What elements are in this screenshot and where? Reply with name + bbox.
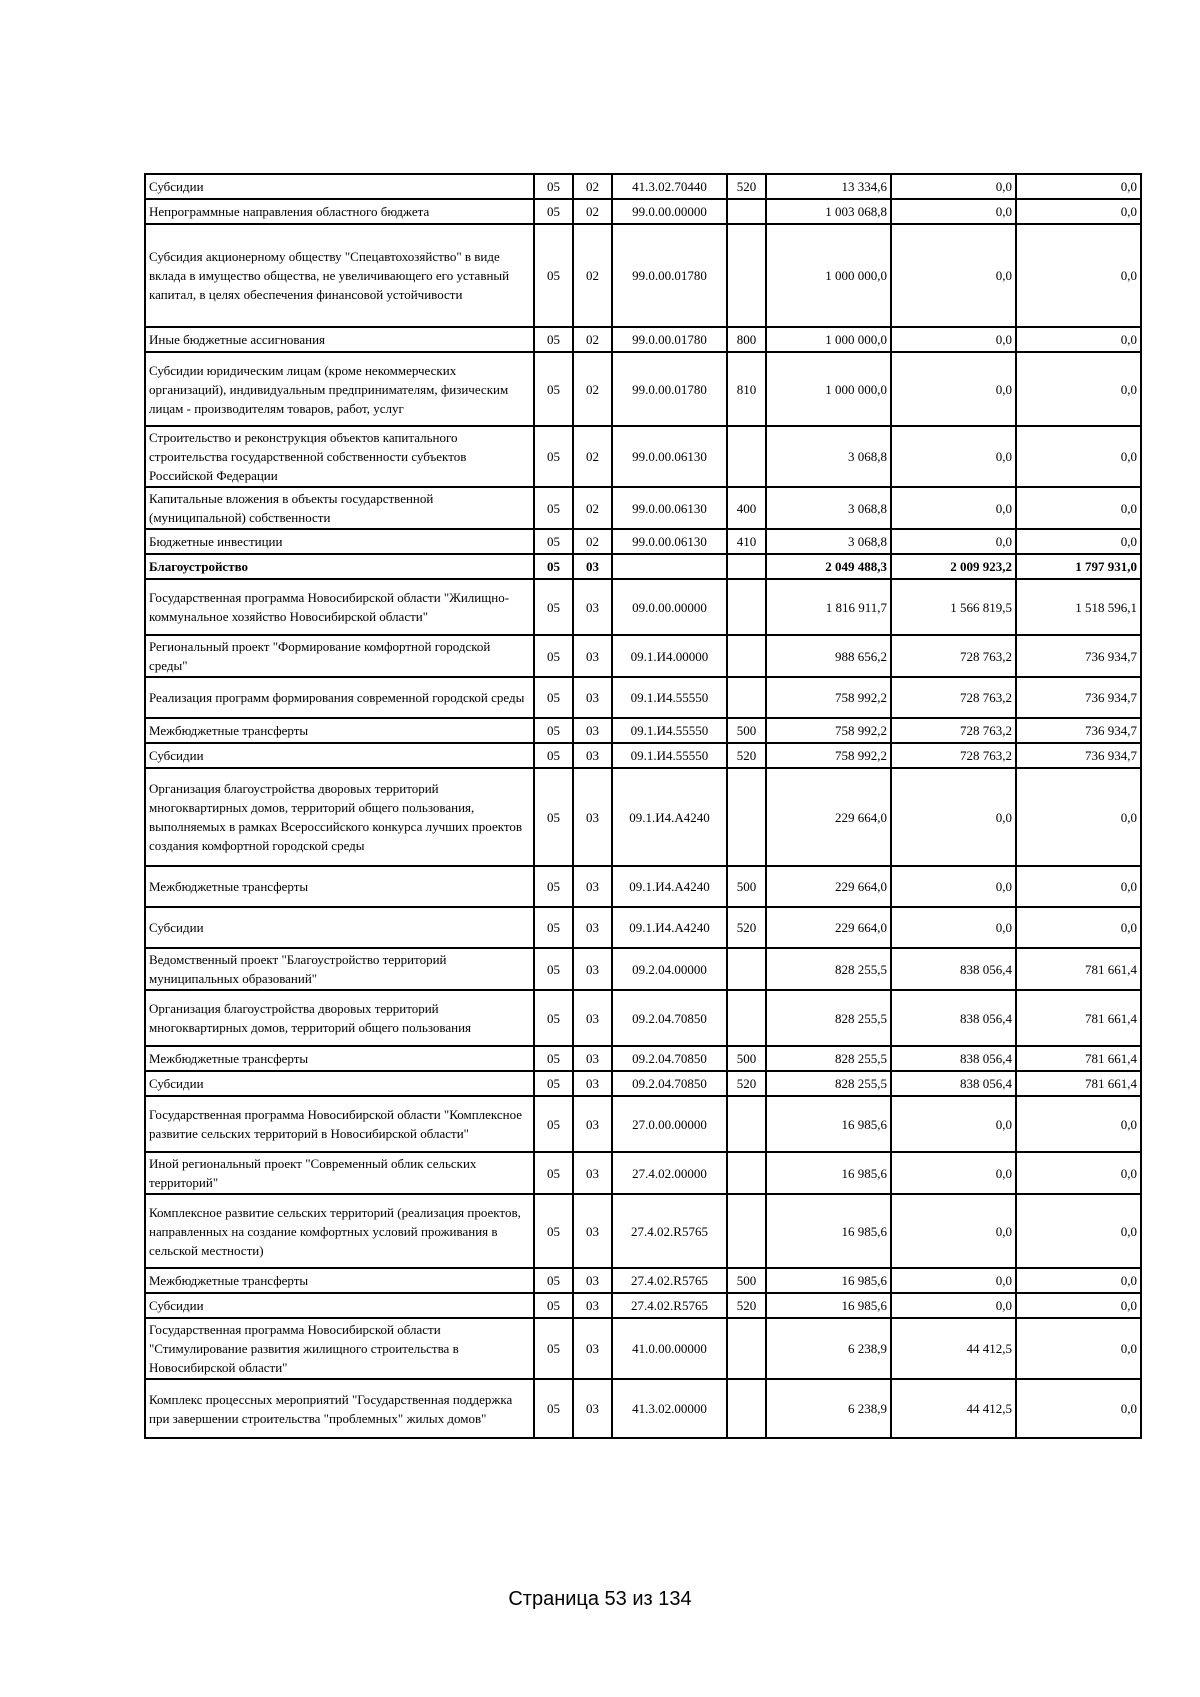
target-article-code: 09.1.И4.55550 <box>612 718 727 743</box>
amount-year-1: 988 656,2 <box>766 635 891 677</box>
target-article-code: 99.0.00.01780 <box>612 327 727 352</box>
amount-year-1: 1 000 000,0 <box>766 224 891 327</box>
table-row <box>145 1071 1141 1096</box>
section-code: 05 <box>534 1318 573 1379</box>
expense-type-code <box>727 1096 766 1152</box>
row-name: Комплекс процессных мероприятий "Государственная поддержка при завершении строительства "проблемных" жилых домов" <box>145 1379 534 1438</box>
amount-year-2: 728 763,2 <box>891 718 1016 743</box>
amount-year-3: 0,0 <box>1016 1096 1141 1152</box>
amount-year-2: 0,0 <box>891 1152 1016 1194</box>
amount-year-2: 728 763,2 <box>891 677 1016 718</box>
subsection-code: 03 <box>573 1071 612 1096</box>
table-row <box>145 554 1141 579</box>
table-row <box>145 718 1141 743</box>
target-article-code: 99.0.00.06130 <box>612 487 727 529</box>
table-row <box>145 1379 1141 1438</box>
subsection-code: 02 <box>573 352 612 426</box>
amount-year-3: 0,0 <box>1016 327 1141 352</box>
row-name: Реализация программ формирования современной городской среды <box>145 677 534 718</box>
section-code: 05 <box>534 1268 573 1293</box>
amount-year-3: 0,0 <box>1016 1318 1141 1379</box>
target-article-code: 27.4.02.00000 <box>612 1152 727 1194</box>
section-code: 05 <box>534 224 573 327</box>
amount-year-2: 838 056,4 <box>891 1071 1016 1096</box>
subsection-code: 03 <box>573 1096 612 1152</box>
subsection-code: 03 <box>573 1268 612 1293</box>
section-code: 05 <box>534 1194 573 1268</box>
row-name: Межбюджетные трансферты <box>145 718 534 743</box>
expense-type-code <box>727 635 766 677</box>
subsection-code: 03 <box>573 635 612 677</box>
expense-type-code: 500 <box>727 718 766 743</box>
amount-year-2: 838 056,4 <box>891 948 1016 990</box>
amount-year-2: 838 056,4 <box>891 990 1016 1046</box>
amount-year-2: 0,0 <box>891 352 1016 426</box>
subsection-code: 03 <box>573 1379 612 1438</box>
subsection-code: 03 <box>573 1318 612 1379</box>
amount-year-1: 229 664,0 <box>766 866 891 907</box>
expense-type-code: 810 <box>727 352 766 426</box>
amount-year-1: 758 992,2 <box>766 718 891 743</box>
expense-type-code: 410 <box>727 529 766 554</box>
amount-year-3: 0,0 <box>1016 907 1141 948</box>
section-code: 05 <box>534 529 573 554</box>
amount-year-3: 0,0 <box>1016 529 1141 554</box>
expense-type-code: 520 <box>727 1293 766 1318</box>
target-article-code: 09.1.И4.А4240 <box>612 866 727 907</box>
subsection-code: 03 <box>573 677 612 718</box>
section-code: 05 <box>534 487 573 529</box>
amount-year-1: 3 068,8 <box>766 529 891 554</box>
amount-year-2: 0,0 <box>891 199 1016 224</box>
expense-type-code <box>727 199 766 224</box>
target-article-code: 27.4.02.R5765 <box>612 1194 727 1268</box>
amount-year-1: 16 985,6 <box>766 1293 891 1318</box>
amount-year-3: 736 934,7 <box>1016 718 1141 743</box>
section-code: 05 <box>534 199 573 224</box>
subsection-code: 03 <box>573 1194 612 1268</box>
row-name: Государственная программа Новосибирской области "Комплексное развитие сельских территорий в Новосибирской области" <box>145 1096 534 1152</box>
amount-year-3: 736 934,7 <box>1016 635 1141 677</box>
subsection-code: 02 <box>573 426 612 487</box>
target-article-code: 27.0.00.00000 <box>612 1096 727 1152</box>
section-code: 05 <box>534 948 573 990</box>
row-name: Субсидии <box>145 1293 534 1318</box>
budget-table-body <box>145 174 1141 1438</box>
expense-type-code <box>727 224 766 327</box>
expense-type-code <box>727 1194 766 1268</box>
section-code: 05 <box>534 768 573 866</box>
subsection-code: 03 <box>573 990 612 1046</box>
amount-year-1: 16 985,6 <box>766 1194 891 1268</box>
row-name: Субсидии <box>145 1071 534 1096</box>
section-code: 05 <box>534 1293 573 1318</box>
amount-year-1: 828 255,5 <box>766 1046 891 1071</box>
target-article-code: 27.4.02.R5765 <box>612 1293 727 1318</box>
subsection-code: 03 <box>573 718 612 743</box>
amount-year-2: 0,0 <box>891 487 1016 529</box>
amount-year-1: 2 049 488,3 <box>766 554 891 579</box>
subsection-code: 03 <box>573 1293 612 1318</box>
section-code: 05 <box>534 718 573 743</box>
target-article-code: 09.0.00.00000 <box>612 579 727 635</box>
section-code: 05 <box>534 327 573 352</box>
target-article-code: 27.4.02.R5765 <box>612 1268 727 1293</box>
amount-year-3: 781 661,4 <box>1016 948 1141 990</box>
row-name: Капитальные вложения в объекты государственной (муниципальной) собственности <box>145 487 534 529</box>
amount-year-2: 44 412,5 <box>891 1318 1016 1379</box>
row-name: Иной региональный проект "Современный облик сельских территорий" <box>145 1152 534 1194</box>
section-code: 05 <box>534 426 573 487</box>
amount-year-1: 828 255,5 <box>766 1071 891 1096</box>
target-article-code: 41.3.02.00000 <box>612 1379 727 1438</box>
table-row <box>145 948 1141 990</box>
amount-year-3: 0,0 <box>1016 199 1141 224</box>
expense-type-code <box>727 768 766 866</box>
amount-year-1: 13 334,6 <box>766 174 891 199</box>
amount-year-1: 1 000 000,0 <box>766 352 891 426</box>
expense-type-code: 800 <box>727 327 766 352</box>
section-code: 05 <box>534 1096 573 1152</box>
row-name: Межбюджетные трансферты <box>145 1268 534 1293</box>
table-row <box>145 866 1141 907</box>
expense-type-code <box>727 554 766 579</box>
table-row <box>145 579 1141 635</box>
expense-type-code: 400 <box>727 487 766 529</box>
amount-year-1: 1 000 000,0 <box>766 327 891 352</box>
section-code: 05 <box>534 635 573 677</box>
row-name: Благоустройство <box>145 554 534 579</box>
amount-year-2: 0,0 <box>891 1096 1016 1152</box>
expense-type-code <box>727 1152 766 1194</box>
amount-year-2: 0,0 <box>891 1268 1016 1293</box>
table-row <box>145 174 1141 199</box>
amount-year-1: 229 664,0 <box>766 907 891 948</box>
amount-year-1: 828 255,5 <box>766 990 891 1046</box>
table-row <box>145 1318 1141 1379</box>
expense-type-code <box>727 948 766 990</box>
amount-year-2: 0,0 <box>891 1293 1016 1318</box>
amount-year-3: 0,0 <box>1016 224 1141 327</box>
subsection-code: 02 <box>573 199 612 224</box>
amount-year-3: 0,0 <box>1016 1379 1141 1438</box>
target-article-code <box>612 554 727 579</box>
subsection-code: 03 <box>573 768 612 866</box>
section-code: 05 <box>534 990 573 1046</box>
row-name: Региональный проект "Формирование комфортной городской среды" <box>145 635 534 677</box>
table-row <box>145 426 1141 487</box>
amount-year-3: 0,0 <box>1016 866 1141 907</box>
subsection-code: 03 <box>573 579 612 635</box>
target-article-code: 09.1.И4.55550 <box>612 677 727 718</box>
target-article-code: 09.2.04.00000 <box>612 948 727 990</box>
amount-year-2: 0,0 <box>891 768 1016 866</box>
subsection-code: 03 <box>573 554 612 579</box>
amount-year-1: 1 003 068,8 <box>766 199 891 224</box>
expense-type-code <box>727 1379 766 1438</box>
amount-year-1: 828 255,5 <box>766 948 891 990</box>
target-article-code: 41.0.00.00000 <box>612 1318 727 1379</box>
table-row <box>145 352 1141 426</box>
row-name: Субсидии <box>145 907 534 948</box>
target-article-code: 99.0.00.00000 <box>612 199 727 224</box>
amount-year-1: 16 985,6 <box>766 1268 891 1293</box>
target-article-code: 09.2.04.70850 <box>612 1071 727 1096</box>
row-name: Бюджетные инвестиции <box>145 529 534 554</box>
amount-year-2: 728 763,2 <box>891 635 1016 677</box>
table-row <box>145 677 1141 718</box>
amount-year-3: 0,0 <box>1016 1268 1141 1293</box>
amount-year-3: 0,0 <box>1016 1152 1141 1194</box>
target-article-code: 99.0.00.01780 <box>612 224 727 327</box>
section-code: 05 <box>534 1046 573 1071</box>
amount-year-2: 44 412,5 <box>891 1379 1016 1438</box>
row-name: Государственная программа Новосибирской области "Стимулирование развития жилищного строительства в Новосибирской области" <box>145 1318 534 1379</box>
amount-year-2: 0,0 <box>891 327 1016 352</box>
row-name: Организация благоустройства дворовых территорий многоквартирных домов, территорий общего пользования <box>145 990 534 1046</box>
target-article-code: 99.0.00.06130 <box>612 426 727 487</box>
table-row <box>145 224 1141 327</box>
amount-year-1: 3 068,8 <box>766 426 891 487</box>
subsection-code: 03 <box>573 948 612 990</box>
amount-year-1: 6 238,9 <box>766 1379 891 1438</box>
table-row <box>145 1268 1141 1293</box>
amount-year-2: 0,0 <box>891 866 1016 907</box>
row-name: Организация благоустройства дворовых территорий многоквартирных домов, территорий общего пользования, выполняемых в рамках Всероссийского конкурса лучших проектов создания комфортной городской среды <box>145 768 534 866</box>
table-row <box>145 1152 1141 1194</box>
row-name: Субсидии <box>145 174 534 199</box>
table-row <box>145 327 1141 352</box>
amount-year-3: 781 661,4 <box>1016 1046 1141 1071</box>
expense-type-code <box>727 426 766 487</box>
amount-year-3: 0,0 <box>1016 1293 1141 1318</box>
amount-year-3: 1 518 596,1 <box>1016 579 1141 635</box>
section-code: 05 <box>534 907 573 948</box>
page-footer: Страница 53 из 134 <box>508 1588 692 1610</box>
subsection-code: 02 <box>573 224 612 327</box>
target-article-code: 09.1.И4.55550 <box>612 743 727 768</box>
subsection-code: 02 <box>573 487 612 529</box>
table-row <box>145 743 1141 768</box>
target-article-code: 09.2.04.70850 <box>612 990 727 1046</box>
row-name: Непрограммные направления областного бюджета <box>145 199 534 224</box>
amount-year-2: 0,0 <box>891 174 1016 199</box>
section-code: 05 <box>534 579 573 635</box>
subsection-code: 03 <box>573 907 612 948</box>
section-code: 05 <box>534 743 573 768</box>
expense-type-code: 520 <box>727 174 766 199</box>
amount-year-1: 6 238,9 <box>766 1318 891 1379</box>
amount-year-2: 0,0 <box>891 426 1016 487</box>
subsection-code: 03 <box>573 1152 612 1194</box>
amount-year-3: 781 661,4 <box>1016 1071 1141 1096</box>
target-article-code: 41.3.02.70440 <box>612 174 727 199</box>
target-article-code: 99.0.00.06130 <box>612 529 727 554</box>
amount-year-2: 0,0 <box>891 907 1016 948</box>
section-code: 05 <box>534 1071 573 1096</box>
expense-type-code: 500 <box>727 1268 766 1293</box>
expense-type-code <box>727 1318 766 1379</box>
amount-year-2: 0,0 <box>891 224 1016 327</box>
table-row <box>145 907 1141 948</box>
amount-year-3: 0,0 <box>1016 768 1141 866</box>
amount-year-3: 0,0 <box>1016 352 1141 426</box>
amount-year-1: 16 985,6 <box>766 1096 891 1152</box>
row-name: Строительство и реконструкция объектов капитального строительства государственной собственности субъектов Российской Федерации <box>145 426 534 487</box>
budget-table <box>144 173 1142 1439</box>
section-code: 05 <box>534 677 573 718</box>
row-name: Межбюджетные трансферты <box>145 1046 534 1071</box>
expense-type-code <box>727 677 766 718</box>
amount-year-2: 2 009 923,2 <box>891 554 1016 579</box>
table-row <box>145 1293 1141 1318</box>
expense-type-code <box>727 579 766 635</box>
amount-year-1: 1 816 911,7 <box>766 579 891 635</box>
table-row <box>145 487 1141 529</box>
amount-year-2: 728 763,2 <box>891 743 1016 768</box>
row-name: Комплексное развитие сельских территорий (реализация проектов, направленных на создание комфортных условий проживания в сельской местности) <box>145 1194 534 1268</box>
target-article-code: 09.1.И4.А4240 <box>612 907 727 948</box>
target-article-code: 09.2.04.70850 <box>612 1046 727 1071</box>
row-name: Ведомственный проект "Благоустройство территорий муниципальных образований" <box>145 948 534 990</box>
table-row <box>145 768 1141 866</box>
expense-type-code: 500 <box>727 866 766 907</box>
table-row <box>145 1194 1141 1268</box>
amount-year-1: 229 664,0 <box>766 768 891 866</box>
amount-year-3: 0,0 <box>1016 1194 1141 1268</box>
section-code: 05 <box>534 866 573 907</box>
amount-year-1: 758 992,2 <box>766 743 891 768</box>
expense-type-code: 520 <box>727 743 766 768</box>
subsection-code: 03 <box>573 743 612 768</box>
subsection-code: 03 <box>573 1046 612 1071</box>
amount-year-3: 0,0 <box>1016 174 1141 199</box>
amount-year-3: 736 934,7 <box>1016 743 1141 768</box>
section-code: 05 <box>534 174 573 199</box>
table-row <box>145 990 1141 1046</box>
row-name: Субсидии <box>145 743 534 768</box>
row-name: Субсидии юридическим лицам (кроме некоммерческих организаций), индивидуальным предпринимателям, физическим лицам - производителям товаров, работ, услуг <box>145 352 534 426</box>
row-name: Государственная программа Новосибирской области "Жилищно-коммунальное хозяйство Новосибирской области" <box>145 579 534 635</box>
section-code: 05 <box>534 554 573 579</box>
expense-type-code: 520 <box>727 907 766 948</box>
amount-year-1: 3 068,8 <box>766 487 891 529</box>
table-row <box>145 635 1141 677</box>
section-code: 05 <box>534 352 573 426</box>
table-row <box>145 1096 1141 1152</box>
table-row <box>145 1046 1141 1071</box>
section-code: 05 <box>534 1152 573 1194</box>
row-name: Субсидия акционерному обществу "Спецавтохозяйство" в виде вклада в имущество общества, не увеличивающего его уставный капитал, в целях обеспечения финансовой устойчивости <box>145 224 534 327</box>
amount-year-2: 838 056,4 <box>891 1046 1016 1071</box>
amount-year-2: 0,0 <box>891 1194 1016 1268</box>
amount-year-3: 736 934,7 <box>1016 677 1141 718</box>
table-row <box>145 529 1141 554</box>
amount-year-3: 0,0 <box>1016 487 1141 529</box>
subsection-code: 02 <box>573 327 612 352</box>
amount-year-2: 1 566 819,5 <box>891 579 1016 635</box>
amount-year-3: 0,0 <box>1016 426 1141 487</box>
target-article-code: 99.0.00.01780 <box>612 352 727 426</box>
expense-type-code <box>727 990 766 1046</box>
table-row <box>145 199 1141 224</box>
row-name: Межбюджетные трансферты <box>145 866 534 907</box>
target-article-code: 09.1.И4.А4240 <box>612 768 727 866</box>
amount-year-3: 1 797 931,0 <box>1016 554 1141 579</box>
subsection-code: 02 <box>573 174 612 199</box>
amount-year-1: 16 985,6 <box>766 1152 891 1194</box>
section-code: 05 <box>534 1379 573 1438</box>
amount-year-1: 758 992,2 <box>766 677 891 718</box>
expense-type-code: 500 <box>727 1046 766 1071</box>
subsection-code: 03 <box>573 866 612 907</box>
target-article-code: 09.1.И4.00000 <box>612 635 727 677</box>
subsection-code: 02 <box>573 529 612 554</box>
amount-year-3: 781 661,4 <box>1016 990 1141 1046</box>
row-name: Иные бюджетные ассигнования <box>145 327 534 352</box>
expense-type-code: 520 <box>727 1071 766 1096</box>
amount-year-2: 0,0 <box>891 529 1016 554</box>
